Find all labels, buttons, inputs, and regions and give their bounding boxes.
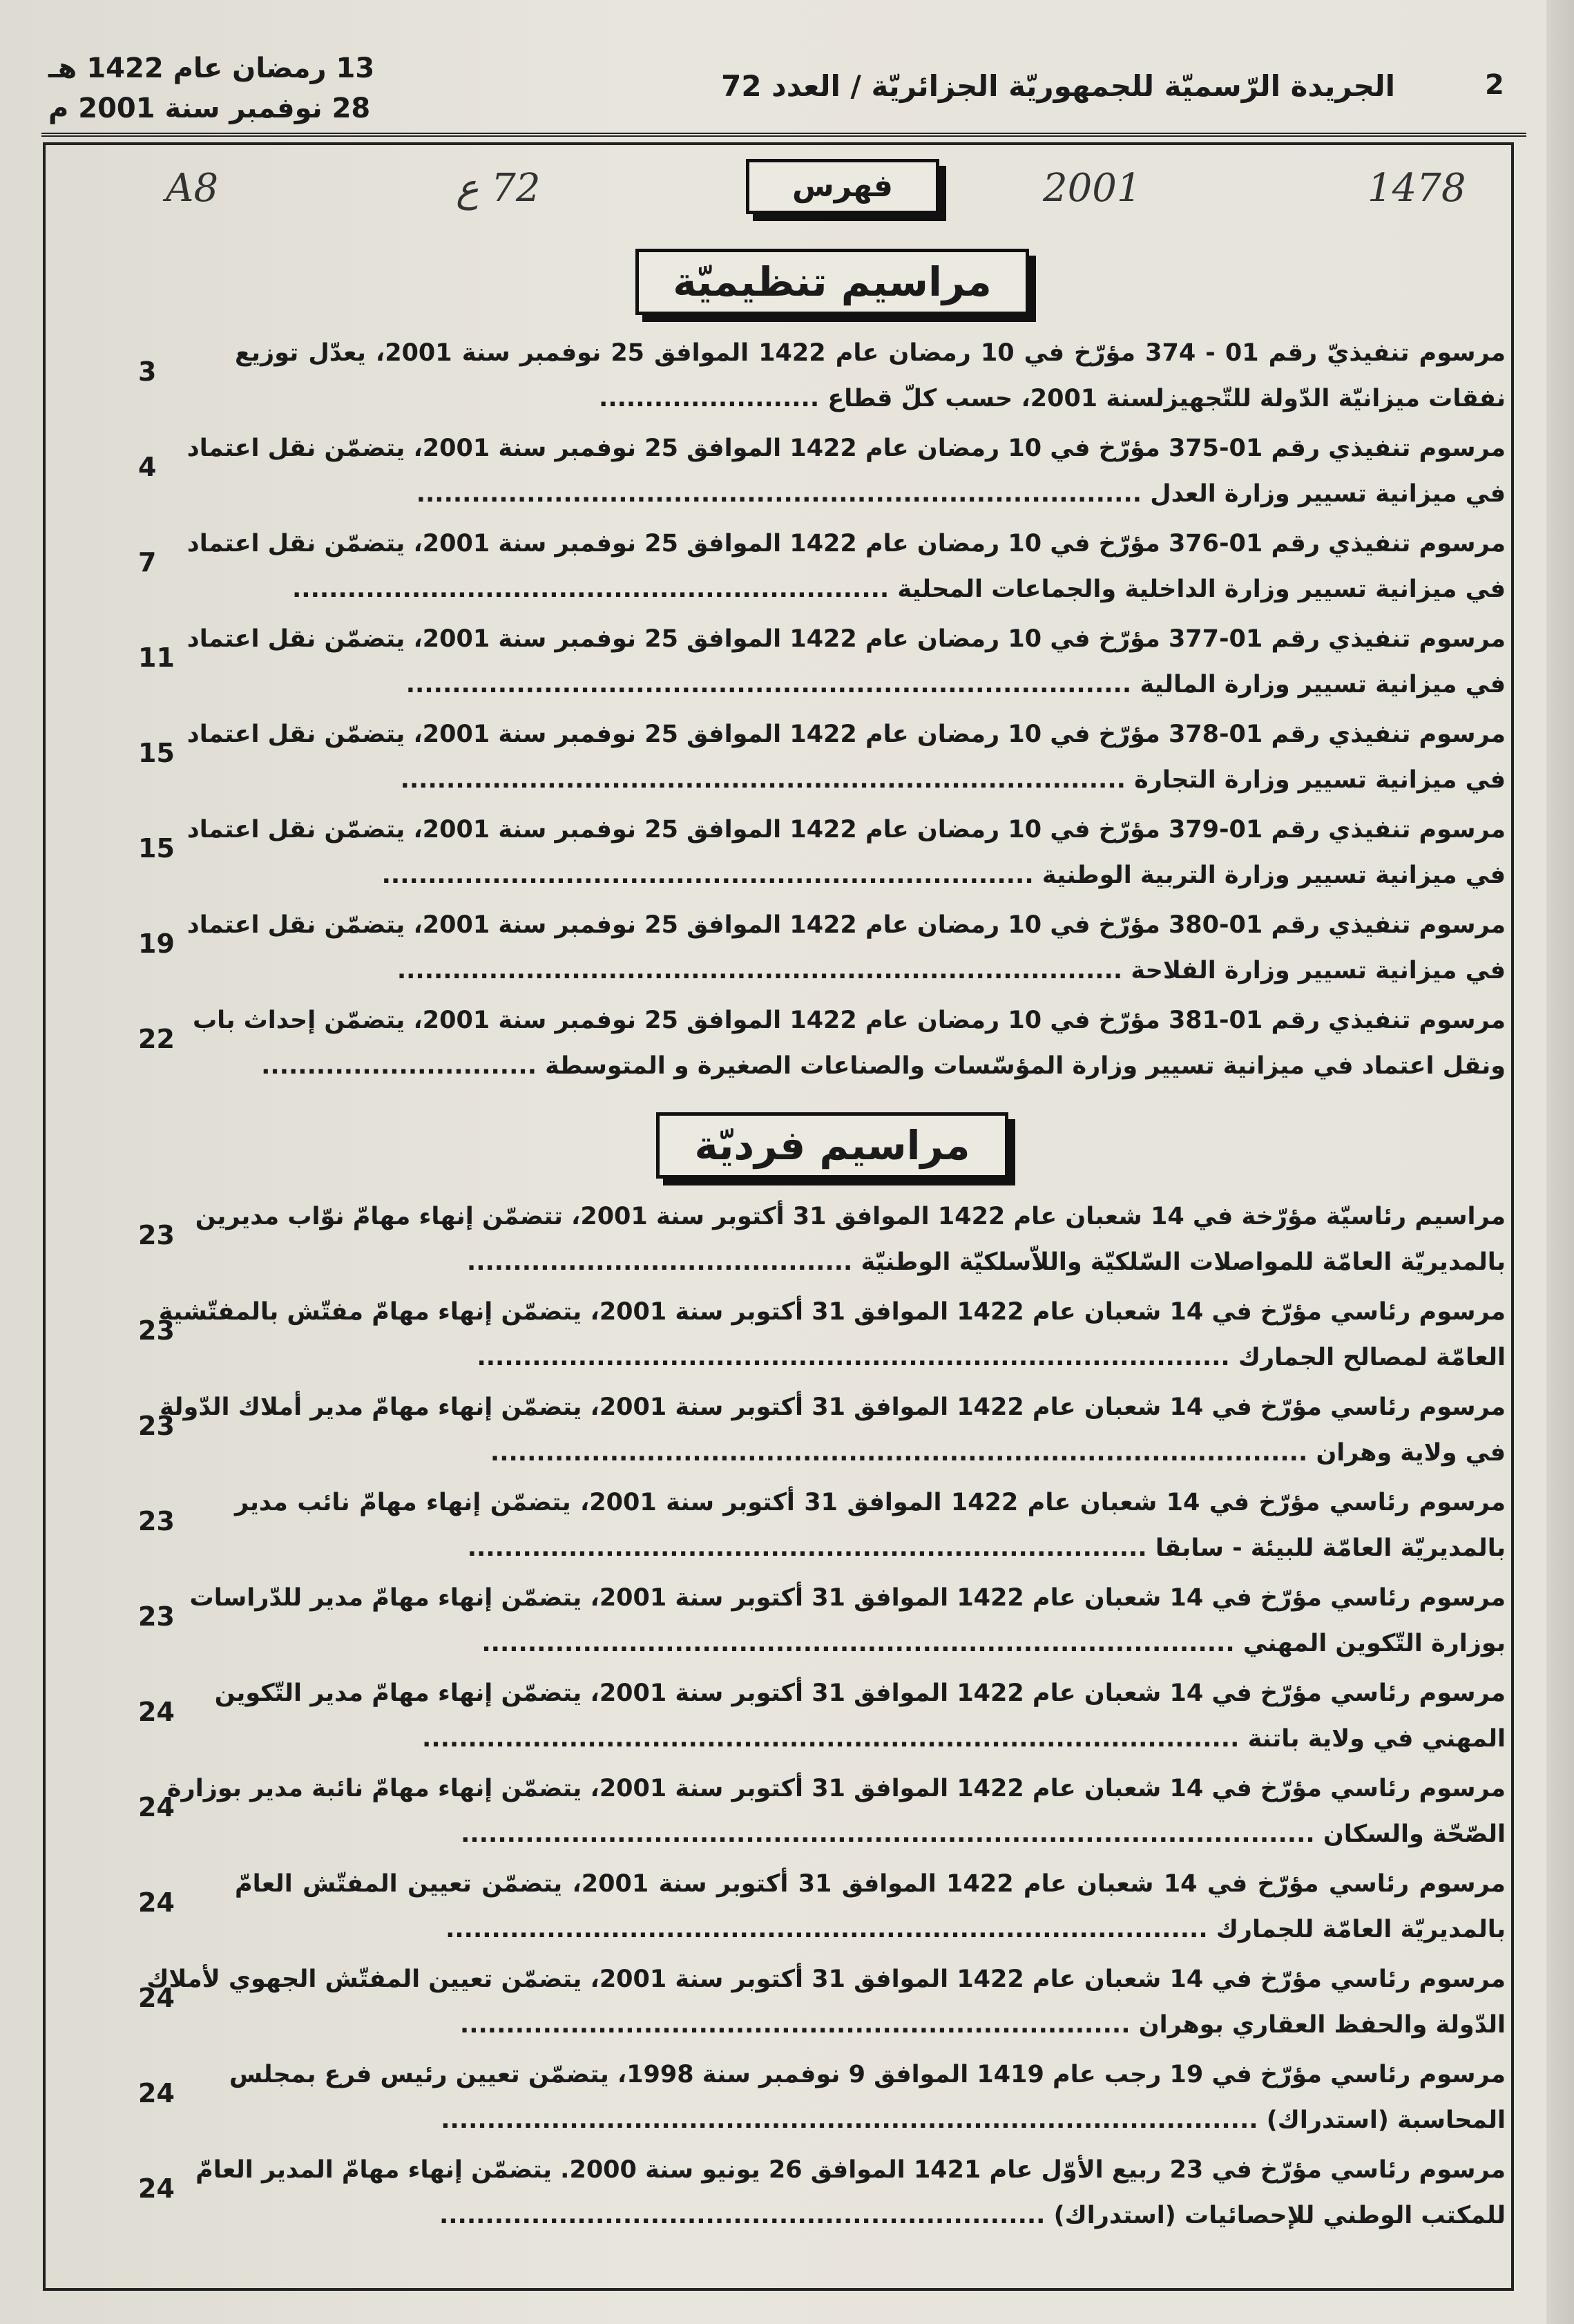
entry-line1: مرسوم تنفيذي رقم 01-377 مؤرّخ في 10 رمضان عام 1422 الموافق 25 نوفمبر سنة 2001، يتضمّن نقل اعتماد (186, 625, 1506, 653)
handwritten-note-a: A8 (166, 166, 219, 211)
toc-entry (83, 522, 1506, 612)
entry-line2: في ميزانية تسيير وزارة التربية الوطنية ....................................................................... (381, 861, 1506, 889)
entry-page: 24 (138, 1697, 175, 1727)
entry-page: 24 (138, 1792, 175, 1822)
toc-entry (83, 2149, 1506, 2238)
entry-line1: مرسوم رئاسي مؤرّخ في 23 ربيع الأوّل عام 1421 الموافق 26 يونيو سنة 2000. يتضمّن إنهاء مهامّ المدير العامّ (195, 2156, 1506, 2184)
entry-line1: مرسوم رئاسي مؤرّخ في 14 شعبان عام 1422 الموافق 31 أكتوبر سنة 2001، يتضمّن إنهاء مهامّ مفتّش بالمفتّشية (158, 1298, 1506, 1326)
handwritten-note-d: 1478 (1367, 166, 1466, 211)
entry-line1: مرسوم تنفيذي رقم 01-375 مؤرّخ في 10 رمضان عام 1422 الموافق 25 نوفمبر سنة 2001، يتضمّن نقل اعتماد (186, 435, 1506, 462)
section1-title: مراسيم تنظيميّة (635, 249, 1029, 315)
entry-line2: بالمديريّة العامّة للبيئة - سابقا .......................................................................... (467, 1534, 1506, 1562)
entry-text: المهني في ولاية باتنة (1247, 1725, 1506, 1753)
entry-page: 23 (138, 1315, 175, 1346)
entry-line1: مرسوم تنفيذي رقم 01-380 مؤرّخ في 10 رمضان عام 1422 الموافق 25 نوفمبر سنة 2001، يتضمّن نقل اعتماد (186, 911, 1506, 939)
entry-line1: مرسوم تنفيذي رقم 01-378 مؤرّخ في 10 رمضان عام 1422 الموافق 25 نوفمبر سنة 2001، يتضمّن نقل اعتماد (186, 721, 1506, 748)
entry-text: العامّة لمصالح الجمارك (1238, 1344, 1506, 1371)
toc-entry (83, 332, 1506, 421)
entry-text: في ميزانية تسيير وزارة المالية (1140, 671, 1506, 698)
entry-page: 11 (138, 642, 175, 673)
entry-page: 23 (138, 1411, 175, 1441)
toc-entry (83, 808, 1506, 898)
entry-line1: مرسوم رئاسي مؤرّخ في 14 شعبان عام 1422 الموافق 31 أكتوبر سنة 2001، يتضمّن إنهاء مهامّ مدير أملاك الدّولة (160, 1393, 1506, 1421)
entry-page: 7 (138, 547, 157, 578)
entry-text: للمكتب الوطني للإحصائيات (استدراك) (1053, 2202, 1506, 2229)
entry-text: في ميزانية تسيير وزارة الفلاحة (1131, 957, 1506, 984)
entry-line2: المحاسبة (استدراك) ......................................................................................... (441, 2106, 1506, 2134)
toc-entry (83, 904, 1506, 993)
entry-text: الصّحّة والسكان (1323, 1820, 1506, 1848)
page-number: 2 (1485, 69, 1504, 101)
entry-text: في ميزانية تسيير وزارة التجارة (1134, 766, 1506, 794)
entry-line1: مرسوم رئاسي مؤرّخ في 14 شعبان عام 1422 الموافق 31 أكتوبر سنة 2001، يتضمّن إنهاء مهامّ نائب مدير (235, 1489, 1506, 1516)
toc-entry (83, 1386, 1506, 1476)
toc-entry (83, 1863, 1506, 1952)
entry-line1: مراسيم رئاسيّة مؤرّخة في 14 شعبان عام 1422 الموافق 31 أكتوبر سنة 2001، تتضمّن إنهاء مهامّ نوّاب مديرين (195, 1203, 1506, 1230)
entry-text: بالمديريّة العامّة للجمارك (1216, 1916, 1506, 1943)
entry-line2: العامّة لمصالح الجمارك .................................................................................. (477, 1344, 1506, 1371)
entry-text: المحاسبة (استدراك) (1266, 2106, 1506, 2134)
toc-entry (83, 1195, 1506, 1285)
toc-entry (83, 2053, 1506, 2143)
entry-text: في ميزانية تسيير وزارة العدل (1150, 480, 1506, 508)
entry-page: 22 (138, 1024, 175, 1054)
entry-page: 24 (138, 1887, 175, 1918)
entry-line1: مرسوم رئاسي مؤرّخ في 14 شعبان عام 1422 الموافق 31 أكتوبر سنة 2001، يتضمّن تعيين المفتّش العامّ (235, 1870, 1506, 1898)
entry-line1: مرسوم تنفيذيّ رقم 01 - 374 مؤرّخ في 10 رمضان عام 1422 الموافق 25 نوفمبر سنة 2001، يعدّل توزيع (235, 339, 1506, 367)
toc-entry (83, 427, 1506, 517)
entry-line2: ونقل اعتماد في ميزانية تسيير وزارة المؤسّسات والصناعات الصغيرة و المتوسطة .............................. (261, 1052, 1506, 1080)
entry-line2: في ميزانية تسيير وزارة المالية ............................................................................... (405, 671, 1506, 698)
entry-line1: مرسوم رئاسي مؤرّخ في 14 شعبان عام 1422 الموافق 31 أكتوبر سنة 2001، يتضمّن تعيين المفتّش الجهوي لأملاك (146, 1965, 1506, 1993)
entry-line2: للمكتب الوطني للإحصائيات (استدراك) .................................................................. (439, 2202, 1506, 2229)
entry-line1: مرسوم رئاسي مؤرّخ في 19 رجب عام 1419 الموافق 9 نوفمبر سنة 1998، يتضمّن تعيين رئيس فرع بمجلس (229, 2061, 1506, 2088)
entry-line1: مرسوم تنفيذي رقم 01-379 مؤرّخ في 10 رمضان عام 1422 الموافق 25 نوفمبر سنة 2001، يتضمّن نقل اعتماد (186, 816, 1506, 844)
entry-line1: مرسوم تنفيذي رقم 01-376 مؤرّخ في 10 رمضان عام 1422 الموافق 25 نوفمبر سنة 2001، يتضمّن نقل اعتماد (186, 530, 1506, 558)
entry-line2: المهني في ولاية باتنة ......................................................................................... (422, 1725, 1506, 1753)
entry-page: 23 (138, 1601, 175, 1632)
entry-line2: الدّولة والحفظ العقاري بوهران ......................................................................... (459, 2011, 1506, 2039)
entry-text: ونقل اعتماد في ميزانية تسيير وزارة المؤسّسات والصناعات الصغيرة و المتوسطة (545, 1052, 1506, 1080)
entry-line2: بالمديريّة العامّة للمواصلات السّلكيّة واللاّسلكيّة الوطنيّة .......................................... (466, 1248, 1506, 1276)
entry-page: 15 (138, 738, 175, 768)
handwritten-note-b: 72 ع (456, 166, 541, 211)
toc-entry (83, 1577, 1506, 1666)
entry-text: نفقات ميزانيّة الدّولة للتّجهيزلسنة 2001، حسب كلّ قطاع (827, 385, 1506, 412)
entry-line2: في ميزانية تسيير وزارة العدل ............................................................................... (416, 480, 1506, 508)
toc-entry (83, 1767, 1506, 1857)
header-rule (41, 133, 1526, 137)
entry-text: بالمديريّة العامّة للبيئة - سابقا (1155, 1534, 1506, 1562)
entry-page: 23 (138, 1220, 175, 1250)
entry-text: في ميزانية تسيير وزارة الداخلية والجماعات المحلية (897, 575, 1506, 603)
toc-entry (83, 1290, 1506, 1380)
entry-page: 3 (138, 356, 157, 387)
hijri-date: 13 رمضان عام 1422 هـ (48, 53, 375, 84)
header-dates (48, 48, 407, 128)
entry-page: 19 (138, 928, 175, 959)
entry-page: 24 (138, 2173, 175, 2204)
handwritten-note-c: 2001 (1043, 166, 1142, 211)
toc-title: فهرس (746, 159, 939, 214)
entry-line2: بالمديريّة العامّة للجمارك ................................................................................... (445, 1916, 1506, 1943)
toc-entry (83, 1672, 1506, 1762)
page-spine (1546, 0, 1574, 2324)
entry-line2: بوزارة التّكوين المهني .................................................................................. (481, 1630, 1506, 1657)
entry-line1: مرسوم رئاسي مؤرّخ في 14 شعبان عام 1422 الموافق 31 أكتوبر سنة 2001، يتضمّن إنهاء مهامّ مدير للدّراسات (189, 1584, 1506, 1612)
entry-text: الدّولة والحفظ العقاري بوهران (1138, 2011, 1506, 2039)
entry-page: 4 (138, 452, 157, 482)
entry-text: بالمديريّة العامّة للمواصلات السّلكيّة واللاّسلكيّة الوطنيّة (861, 1248, 1506, 1276)
journal-title: الجريدة الرّسميّة للجمهوريّة الجزائريّة / العدد 72 (721, 69, 1395, 103)
entry-text: بوزارة التّكوين المهني (1242, 1630, 1506, 1657)
toc-entry (83, 999, 1506, 1089)
gregorian-date: 28 نوفمبر سنة 2001 م (48, 93, 371, 124)
entry-page: 15 (138, 833, 175, 864)
entry-line2: الصّحّة والسكان ............................................................................................. (461, 1820, 1506, 1848)
toc-entry (83, 618, 1506, 707)
entry-page: 24 (138, 2078, 175, 2108)
toc-entry (83, 713, 1506, 803)
entry-line1: مرسوم تنفيذي رقم 01-381 مؤرّخ في 10 رمضان عام 1422 الموافق 25 نوفمبر سنة 2001، يتضمّن إحداث باب (193, 1007, 1506, 1034)
toc-entry (83, 1481, 1506, 1571)
entry-line2: في ولاية وهران ......................................................................................... (490, 1439, 1506, 1467)
entry-line1: مرسوم رئاسي مؤرّخ في 14 شعبان عام 1422 الموافق 31 أكتوبر سنة 2001، يتضمّن إنهاء مهامّ مدير التّكوين (214, 1679, 1506, 1707)
entry-text: في ولاية وهران (1316, 1439, 1506, 1467)
entry-page: 24 (138, 1983, 175, 2013)
entry-line2: في ميزانية تسيير وزارة الفلاحة ............................................................................... (396, 957, 1506, 984)
toc-entry (83, 1958, 1506, 2048)
entry-line1: مرسوم رئاسي مؤرّخ في 14 شعبان عام 1422 الموافق 31 أكتوبر سنة 2001، يتضمّن إنهاء مهامّ نائبة مدير بوزارة (166, 1775, 1506, 1802)
entry-line2: في ميزانية تسيير وزارة التجارة ............................................................................... (400, 766, 1506, 794)
entry-page: 23 (138, 1506, 175, 1536)
section2-title: مراسيم فرديّة (656, 1112, 1008, 1179)
entry-line2: في ميزانية تسيير وزارة الداخلية والجماعات المحلية ................................................................. (291, 575, 1506, 603)
entry-line2: نفقات ميزانيّة الدّولة للتّجهيزلسنة 2001، حسب كلّ قطاع ........................ (599, 385, 1506, 412)
entry-text: في ميزانية تسيير وزارة التربية الوطنية (1042, 861, 1506, 889)
